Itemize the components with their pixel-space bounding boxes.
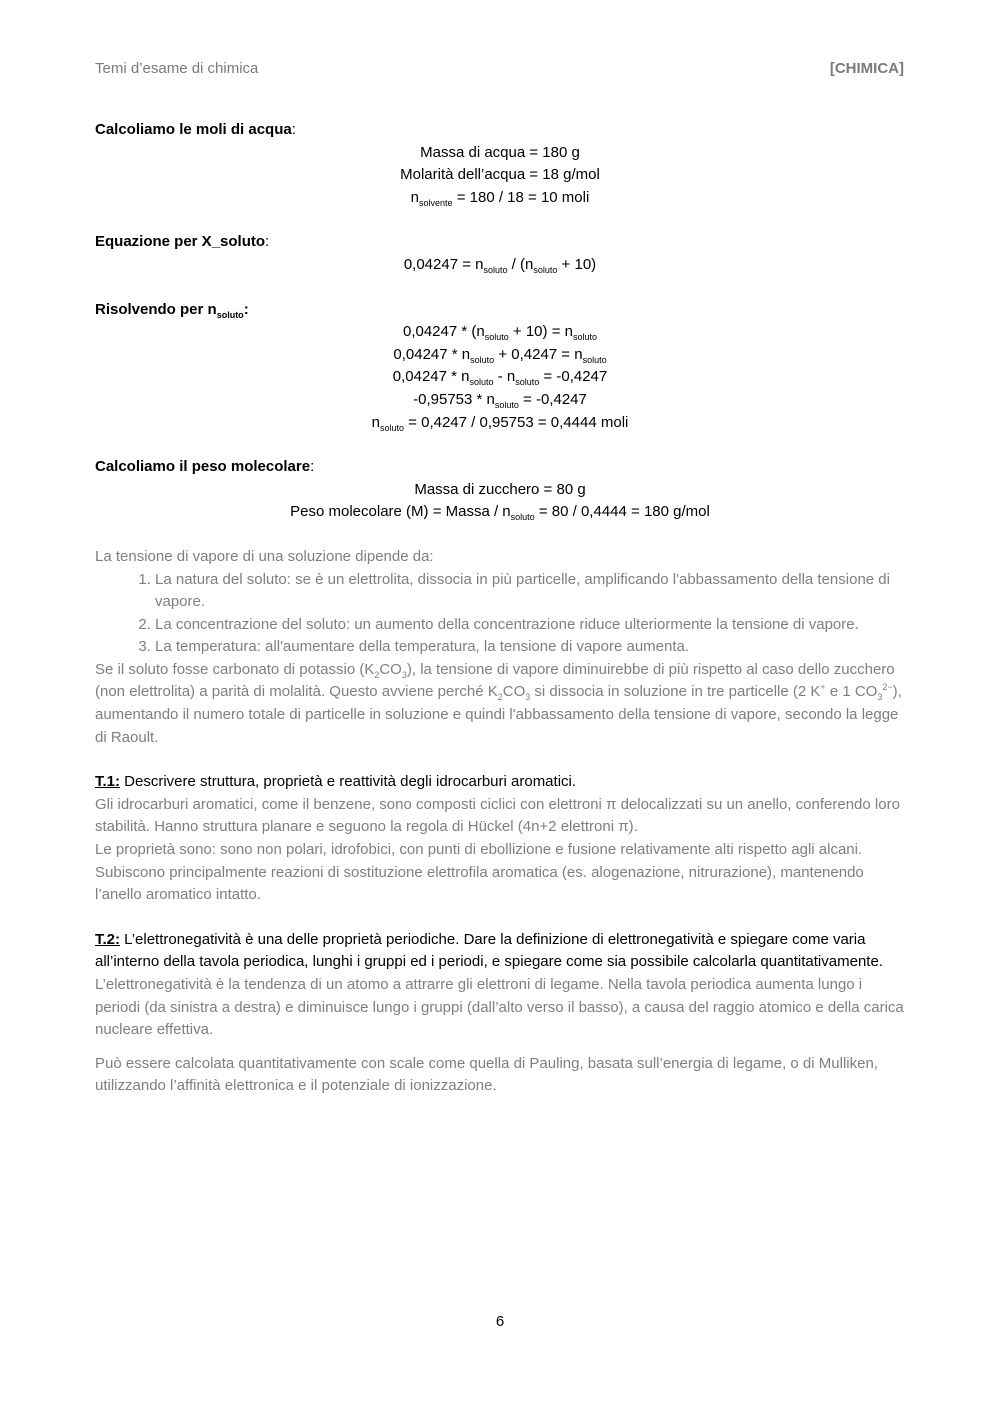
page-number: 6 [495, 1313, 505, 1330]
water-mass-line: Massa di acqua = 180 g [420, 143, 580, 161]
t1-question: T.1: Descrivere struttura, proprietà e reattività degli idrocarburi aromatici. [95, 773, 577, 791]
t2-answer-definition: L’elettronegatività è la tendenza di un atomo a attrarre gli elettroni di legame. Nella tavola periodica aumenta lungo i periodi (da sinistra a destra) e diminuisce lungo i gruppi (dall’alto verso il basso), a causa del raggio atomico e della carica nucleare effettiva. [95, 976, 904, 1039]
solve-line-4: $-0,95753 * n_{soluto} = -0,4247$ [413, 390, 587, 410]
molecular-weight-line: Peso molecolare (M) = Massa / $n_{soluto} = 80 / 0,4444 = 180$ g/mol [290, 503, 710, 523]
header-title: Temi d’esame di chimica [95, 60, 259, 77]
t2-answer-calculation: Può essere calcolata quantitativamente con scale come quella di Pauling, basata sull’energia di legame, o di Mulliken, utilizzando l’affinità elettronica e il potenziale di ionizzazione. [95, 1054, 878, 1095]
molecular-heading: Calcoliamo il peso molecolare: [95, 458, 315, 476]
equation-heading: Equazione per X_soluto: [95, 233, 270, 251]
potassium-carbonate-paragraph: Se il soluto fosse carbonato di potassio $(K_2CO_3)$, la tensione di vapore diminuirebbe di più rispetto al caso dello zucchero (non elettrolita) a parità di molalità. Questo avviene perché $K_2CO_3$ si dissocia in soluzione in tre particelle (2 K+ e 1 $CO_3^{2-}$), aumentando il numero totale di particelle in soluzione e quindi l'abbassamento della tensione di vapore, secondo la legge di Raoult. [95, 660, 902, 746]
t1-answer-reactivity: Subiscono principalmente reazioni di sostituzione elettrofila aromatica (es. alogenazione, nitrurazione), mantenendo l’anello aromatico intatto. [95, 863, 864, 904]
water-molarity-line: Molarità dell’acqua = 18 g/mol [400, 166, 600, 184]
water-moles-line: $n_{solvente} = 180 / 18 = 10$ moli [410, 188, 590, 208]
t2-question: T.2: L’elettronegatività è una delle proprietà periodiche. Dare la definizione di elettronegatività e spiegare come varia all’interno della tavola periodica, lunghi i gruppi ed i periodi, e spiegare come sia possibile calcolarla quantitativamente. [95, 930, 883, 971]
page-content [95, 119, 905, 1098]
solve-line-1: $0,04247 * (n_{soluto} + 10) = n_{soluto}$ [402, 323, 597, 343]
solve-line-3: $0,04247 * n_{soluto} - n_{soluto} = -0,4247$ [392, 368, 608, 388]
list-item: 2. La concentrazione del soluto: un aumento della concentrazione riduce ulteriormente la tensione di vapore. [155, 614, 905, 637]
list-item: 3. La temperatura: all'aumentare della temperatura, la tensione di vapore aumenta. [155, 636, 905, 659]
sugar-mass-line: Massa di zucchero = 80 g [414, 480, 586, 498]
equation-line: $0,04247 = n_{soluto} / (n_{soluto} + 10)$ [403, 255, 597, 275]
water-heading: Calcoliamo le moli di acqua: [95, 121, 296, 138]
list-item: 1. La natura del soluto: se è un elettrolita, dissocia in più particelle, amplificando l'abbassamento della tensione di vapore. [155, 569, 905, 614]
solve-line-5: $n_{soluto} = 0,4247 / 0,95753 = 0,4444$ moli [371, 413, 629, 433]
vapor-intro: La tensione di vapore di una soluzione dipende da: [95, 547, 434, 565]
t1-answer-properties: Le proprietà sono: sono non polari, idrofobici, con punti di ebollizione e fusione relativamente alti rispetto agli alcani. [95, 841, 863, 859]
vapor-factors-list [95, 569, 905, 659]
t1-answer-structure: Gli idrocarburi aromatici, come il benzene, sono composti ciclici con elettroni π delocalizzati su un anello, conferendo loro stabilità. Hanno struttura planare e seguono la regola di Hückel (4n+2 elettroni π). [95, 795, 900, 836]
solve-heading: Risolvendo per $n_{soluto}$: [95, 300, 249, 320]
header-subject: [CHIMICA] [829, 60, 904, 77]
solve-line-2: $0,04247 * n_{soluto} + 0,4247 = n_{soluto}$ [393, 345, 607, 365]
